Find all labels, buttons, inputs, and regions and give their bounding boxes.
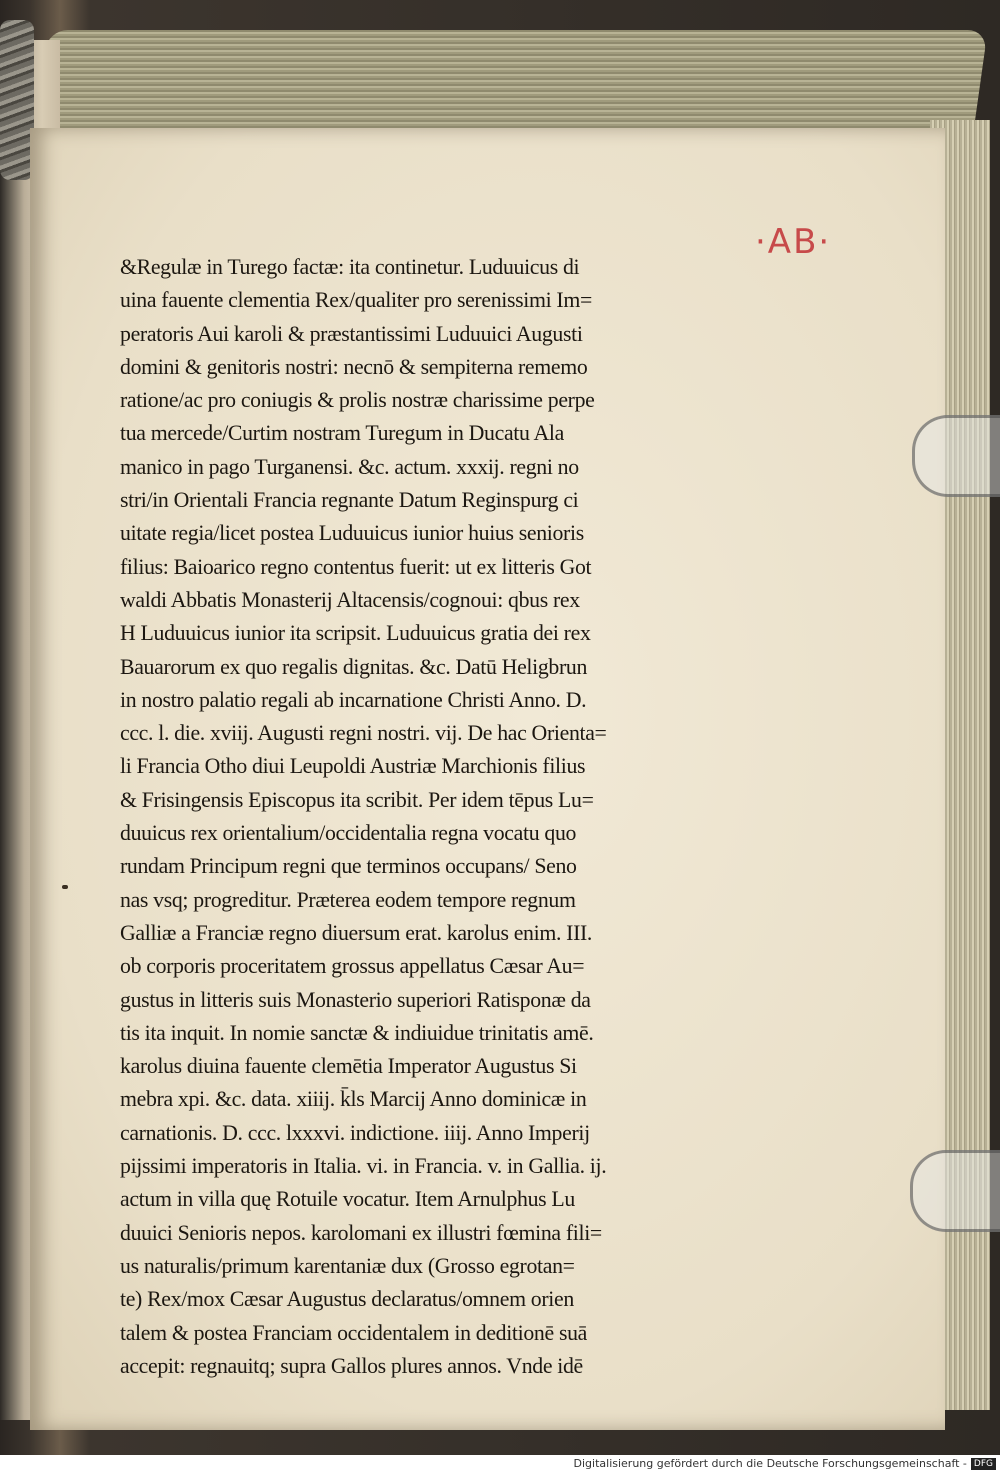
text-line: talem & postea Franciam occidentalem in deditionē suā bbox=[120, 1319, 588, 1345]
text-line: & Frisingensis Episcopus ita scribit. Per idem tēpus Lu= bbox=[120, 786, 594, 812]
text-line: Bauarorum ex quo regalis dignitas. &c. Datū Heligbrun bbox=[120, 653, 588, 679]
text-line: domini & genitoris nostri: necnō & sempiterna rememo bbox=[120, 353, 588, 379]
text-line: karolus diuina fauente clemētia Imperator Augustus Si bbox=[120, 1053, 577, 1079]
text-line: actum in villa quę Rotuile vocatur. Item Arnulphus Lu bbox=[120, 1186, 575, 1212]
footer-credit: Digitalisierung gefördert durch die Deutsche Forschungsgemeinschaft - bbox=[573, 1457, 967, 1470]
page-clip-upper bbox=[912, 415, 1000, 497]
page-text-block bbox=[120, 250, 740, 1378]
text-line: duuicus rex orientalium/occidentalia regna vocatu quo bbox=[120, 820, 577, 846]
text-line: pijssimi imperatoris in Italia. vi. in Francia. v. in Gallia. ij. bbox=[120, 1153, 607, 1179]
text-line: ccc. l. die. xviij. Augusti regni nostri. vij. De hac Orienta= bbox=[120, 720, 607, 746]
text-line: in nostro palatio regali ab incarnatione Christi Anno. D. bbox=[120, 686, 587, 712]
text-line: duuici Senioris nepos. karolomani ex illustri fœmina fili= bbox=[120, 1219, 602, 1245]
text-line: peratoris Aui karoli & præstantissimi Luduuici Augusti bbox=[120, 320, 583, 346]
text-line: gustus in litteris suis Monasterio superiori Ratisponæ da bbox=[120, 986, 591, 1012]
text-line: accepit: regnauitq; supra Gallos plures annos. Vnde idē bbox=[120, 1352, 583, 1378]
stray-ink-mark bbox=[62, 885, 68, 889]
text-line: uina fauente clementia Rex/qualiter pro serenissimi Im= bbox=[120, 287, 592, 313]
text-line: uitate regia/licet postea Luduuicus iunior huius senioris bbox=[120, 520, 584, 546]
text-line: Galliæ a Franciæ regno diuersum erat. karolus enim. III. bbox=[120, 919, 593, 945]
text-line: li Francia Otho diui Leupoldi Austriæ Marchionis filius bbox=[120, 753, 586, 779]
digitization-footer bbox=[0, 1455, 1000, 1473]
text-line: us naturalis/primum karentaniæ dux (Grosso egrotan= bbox=[120, 1252, 575, 1278]
text-line: waldi Abbatis Monasterij Altacensis/cognoui: qbus rex bbox=[120, 586, 580, 612]
text-line: filius: Baioarico regno contentus fuerit: ut ex litteris Got bbox=[120, 553, 592, 579]
text-line: carnationis. D. ccc. lxxxvi. indictione. iiij. Anno Imperij bbox=[120, 1119, 590, 1145]
text-line: &Regulæ in Turego factæ: ita continetur. Luduuicus di bbox=[120, 254, 580, 279]
text-line: ratione/ac pro coniugis & prolis nostræ charissime perpe bbox=[120, 387, 595, 413]
spine-braid bbox=[0, 20, 34, 180]
text-line: ob corporis proceritatem grossus appellatus Cæsar Au= bbox=[120, 953, 585, 979]
text-line: te) Rex/mox Cæsar Augustus declaratus/omnem orien bbox=[120, 1286, 574, 1312]
folio-mark: ·AB· bbox=[755, 222, 832, 262]
dfg-logo-icon: DFG bbox=[971, 1458, 996, 1470]
text-line: nas vsq; progreditur. Præterea eodem tempore regnum bbox=[120, 886, 576, 912]
text-line: tua mercede/Curtim nostram Turegum in Ducatu Ala bbox=[120, 420, 564, 446]
text-line: mebra xpi. &c. data. xiiij. k̄ls Marcij Anno dominicæ in bbox=[120, 1086, 587, 1112]
text-line: manico in pago Turganensi. &c. actum. xxxij. regni no bbox=[120, 453, 579, 479]
text-line: tis ita inquit. In nomie sanctæ & indiuidue trinitatis amē. bbox=[120, 1019, 594, 1045]
page-clip-lower bbox=[910, 1150, 1000, 1232]
book-top-edge bbox=[32, 30, 987, 140]
text-line: rundam Principum regni que terminos occupans/ Seno bbox=[120, 853, 577, 879]
text-line: stri/in Orientali Francia regnante Datum Reginspurg ci bbox=[120, 487, 579, 513]
text-line: H Luduuicus iunior ita scripsit. Luduuicus gratia dei rex bbox=[120, 620, 591, 646]
